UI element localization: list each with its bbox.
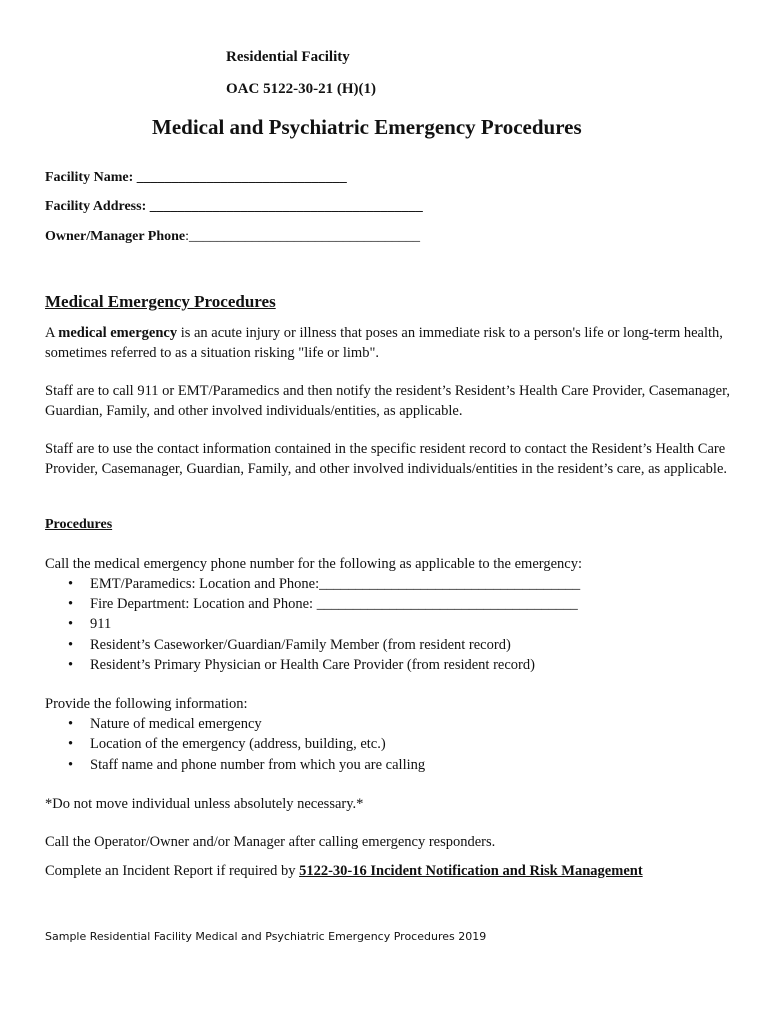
- staff-call-paragraph: Staff are to call 911 or EMT/Paramedics and then notify the resident’s Resident’s Health Care Provider, Casemanager, Guardian, Family, and other involved individuals/entities, as applicable.: [45, 383, 730, 419]
- facility-name-blank: ______________________________: [136, 170, 347, 185]
- page-title: Medical and Psychiatric Emergency Procedures: [152, 115, 582, 139]
- medical-definition: [45, 324, 735, 363]
- list-item: [68, 716, 262, 733]
- header-line-1: Residential Facility: [226, 49, 350, 65]
- medical-heading: Medical Emergency Procedures: [45, 292, 276, 311]
- facility-name-field: [45, 170, 347, 186]
- list-item: [68, 596, 578, 613]
- facility-address-field: [45, 199, 423, 215]
- bullet-icon: •: [68, 716, 74, 732]
- owner-phone-blank: _________________________________: [189, 229, 421, 244]
- bullet-icon: •: [68, 616, 74, 632]
- bullet-icon: •: [68, 637, 74, 653]
- bullet-icon: •: [68, 596, 74, 612]
- list-item: [68, 736, 386, 753]
- header-line-2: OAC 5122-30-21 (H)(1): [226, 81, 376, 97]
- info-intro: Provide the following information:: [45, 696, 248, 712]
- list-item-text: Nature of medical emergency: [90, 716, 262, 732]
- incident-prefix: Complete an Incident Report if required by: [45, 863, 300, 879]
- definition-text: is an acute injury or illness that poses an immediate risk to a person's life or long-term health, sometimes referred to as a situation risking "life or limb".: [45, 325, 723, 361]
- bullet-icon: •: [68, 576, 74, 592]
- list-item: [68, 657, 535, 674]
- procedures-heading: Procedures: [45, 517, 113, 532]
- list-item: [68, 616, 112, 633]
- incident-report-text: [45, 863, 643, 880]
- definition-term: medical emergency: [58, 325, 178, 341]
- list-item-text: 911: [90, 616, 112, 632]
- owner-phone-field: [45, 229, 420, 245]
- list-item: [68, 757, 426, 774]
- list-item: [68, 576, 581, 593]
- call-intro: Call the medical emergency phone number for the following as applicable to the emergency:: [45, 556, 582, 572]
- list-item-text: Resident’s Caseworker/Guardian/Family Member (from resident record): [90, 637, 511, 653]
- staff-contact-paragraph: Staff are to use the contact information contained in the specific resident record to contact the Resident’s Health Care Provider, Casemanager, Guardian, Family, and other involved individuals/entities in the resident’s care, as applicable.: [45, 441, 728, 477]
- list-item-text: Fire Department: Location and Phone: ____________________________________: [90, 596, 578, 612]
- bullet-icon: •: [68, 736, 74, 752]
- page-footer: Sample Residential Facility Medical and Psychiatric Emergency Procedures 2019: [45, 930, 487, 943]
- list-item-text: Location of the emergency (address, building, etc.): [90, 736, 386, 752]
- list-item-text: Resident’s Primary Physician or Health Care Provider (from resident record): [90, 657, 535, 673]
- facility-name-label: Facility Name:: [45, 170, 134, 185]
- facility-address-blank: _______________________________________: [149, 199, 423, 214]
- facility-address-label: Facility Address:: [45, 199, 147, 214]
- bullet-icon: •: [68, 757, 74, 773]
- list-item: [68, 637, 511, 654]
- owner-phone-label: Owner/Manager Phone: [45, 229, 186, 244]
- list-item-text: EMT/Paramedics: Location and Phone:____________________________________: [90, 576, 581, 592]
- list-item-text: Staff name and phone number from which you are calling: [90, 757, 426, 773]
- owner-phone-colon: :: [185, 229, 190, 244]
- bullet-icon: •: [68, 657, 74, 673]
- definition-prefix: A: [45, 325, 59, 341]
- move-note: *Do not move individual unless absolutely necessary.*: [45, 796, 364, 812]
- call-operator-text: Call the Operator/Owner and/or Manager after calling emergency responders.: [45, 834, 496, 850]
- incident-reference-link: 5122-30-16 Incident Notification and Risk Management: [299, 863, 643, 879]
